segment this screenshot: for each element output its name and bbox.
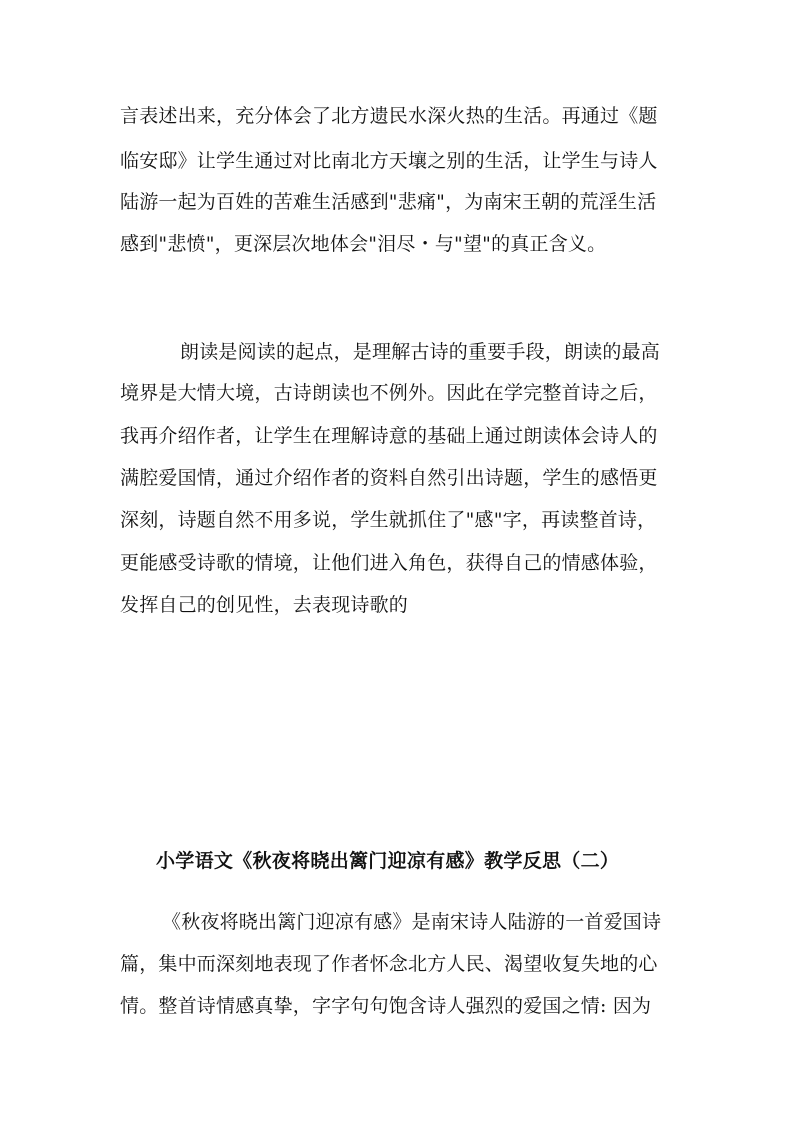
paragraph-line: 感到"悲愤"，更深层次地体会"泪尽・与"望"的真正含义。 (120, 233, 607, 255)
paragraph-line: 境界是大情大境，古诗朗读也不例外。因此在学完整首诗之后， (120, 382, 658, 404)
paragraph-line: 言表述出来，充分体会了北方遗民水深火热的生活。再通过《题 (120, 105, 658, 127)
paragraph-line: 发挥自己的创见性，去表现诗歌的 (120, 594, 409, 616)
paragraph-line: 满腔爱国情，通过介绍作者的资料自然引出诗题，学生的感悟更 (120, 467, 658, 489)
paragraph-line: 我再介绍作者，让学生在理解诗意的基础上通过朗读体会诗人的 (120, 425, 658, 447)
paragraph-line: 《秋夜将晓出篱门迎凉有感》是南宋诗人陆游的一首爱国诗 (162, 911, 662, 933)
paragraph-line: 更能感受诗歌的情境，让他们进入角色，获得自己的情感体验， (120, 552, 658, 574)
paragraph-line: 深刻，诗题自然不用多说，学生就抓住了"感"字，再读整首诗， (120, 509, 657, 531)
paragraph-line: 朗读是阅读的起点，是理解古诗的重要手段，朗读的最高 (180, 341, 661, 363)
paragraph-line: 陆游一起为百姓的苦难生活感到"悲痛"，为南宋王朝的荒淫生活 (120, 191, 657, 213)
paragraph-line: 情。整首诗情感真挚，字字句句饱含诗人强烈的爱国之情: 因为 (120, 995, 652, 1017)
section-title: 小学语文《秋夜将晓出篱门迎凉有感》教学反思（二） (156, 850, 620, 872)
paragraph-line: 临安邸》让学生通过对比南北方天壤之别的生活，让学生与诗人 (120, 150, 658, 172)
paragraph-line: 篇，集中而深刻地表现了作者怀念北方人民、渴望收复失地的心 (120, 953, 658, 975)
